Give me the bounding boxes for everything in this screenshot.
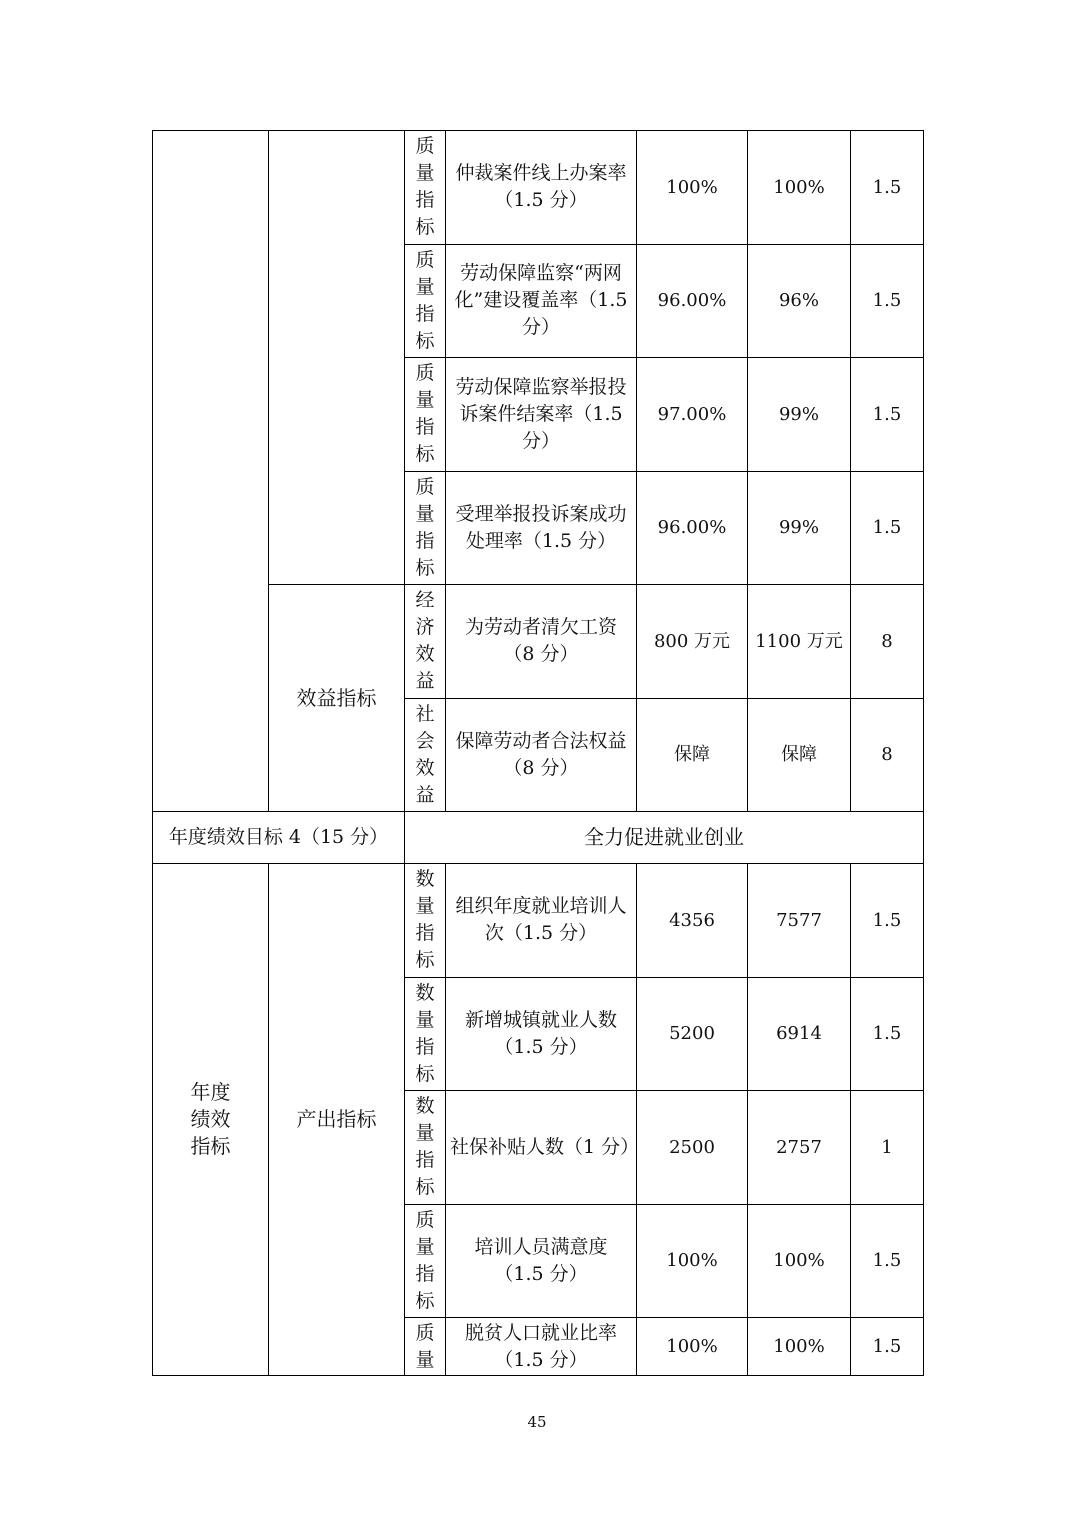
annual-indicator-label: 年度绩效指标	[153, 864, 269, 1376]
actual-value: 99%	[748, 471, 851, 585]
indicator-type: 质量指标	[405, 1204, 446, 1318]
actual-value: 99%	[748, 358, 851, 472]
score-value: 1.5	[851, 864, 924, 978]
actual-value: 96%	[748, 244, 851, 358]
score-value: 8	[851, 698, 924, 812]
indicator-type: 质量指标	[405, 244, 446, 358]
category-cell-empty	[153, 131, 269, 812]
indicator-name: 保障劳动者合法权益（8 分）	[446, 698, 637, 812]
actual-value: 保障	[748, 698, 851, 812]
indicator-name: 劳动保障监察“两网化”建设覆盖率（1.5 分）	[446, 244, 637, 358]
target-value: 96.00%	[637, 471, 748, 585]
indicator-name: 受理举报投诉案成功处理率（1.5 分）	[446, 471, 637, 585]
score-value: 8	[851, 585, 924, 699]
goal-label: 年度绩效目标 4（15 分）	[153, 812, 405, 864]
indicator-type: 经济效益	[405, 585, 446, 699]
target-value: 2500	[637, 1091, 748, 1205]
score-value: 1.5	[851, 244, 924, 358]
indicator-name: 劳动保障监察举报投诉案件结案率（1.5 分）	[446, 358, 637, 472]
actual-value: 100%	[748, 1318, 851, 1376]
target-value: 100%	[637, 131, 748, 245]
indicator-name: 新增城镇就业人数（1.5 分）	[446, 977, 637, 1091]
actual-value: 1100 万元	[748, 585, 851, 699]
table-row	[153, 585, 924, 699]
score-value: 1.5	[851, 358, 924, 472]
indicator-type: 质量指标	[405, 131, 446, 245]
actual-value: 6914	[748, 977, 851, 1091]
indicator-name: 脱贫人口就业比率（1.5 分）	[446, 1318, 637, 1376]
score-value: 1.5	[851, 471, 924, 585]
score-value: 1	[851, 1091, 924, 1205]
target-value: 4356	[637, 864, 748, 978]
indicator-name: 培训人员满意度（1.5 分）	[446, 1204, 637, 1318]
indicator-type: 质量	[405, 1318, 446, 1376]
indicator-type: 数量指标	[405, 1091, 446, 1205]
score-value: 1.5	[851, 1318, 924, 1376]
target-value: 100%	[637, 1318, 748, 1376]
indicator-name: 社保补贴人数（1 分）	[446, 1091, 637, 1205]
indicator-type: 质量指标	[405, 471, 446, 585]
subcategory-cell-empty	[269, 131, 405, 585]
indicator-type: 社会效益	[405, 698, 446, 812]
actual-value: 100%	[748, 131, 851, 245]
target-value: 97.00%	[637, 358, 748, 472]
indicator-type: 质量指标	[405, 358, 446, 472]
performance-table	[152, 130, 924, 1376]
indicator-type: 数量指标	[405, 864, 446, 978]
indicator-name: 仲裁案件线上办案率（1.5 分）	[446, 131, 637, 245]
score-value: 1.5	[851, 977, 924, 1091]
table-row	[153, 131, 924, 245]
target-value: 5200	[637, 977, 748, 1091]
goal-text: 全力促进就业创业	[405, 812, 924, 864]
table-row	[153, 864, 924, 978]
actual-value: 100%	[748, 1204, 851, 1318]
actual-value: 7577	[748, 864, 851, 978]
indicator-type: 数量指标	[405, 977, 446, 1091]
indicator-name: 组织年度就业培训人次（1.5 分）	[446, 864, 637, 978]
goal-row	[153, 812, 924, 864]
effect-indicator-label: 效益指标	[269, 585, 405, 812]
score-value: 1.5	[851, 1204, 924, 1318]
target-value: 100%	[637, 1204, 748, 1318]
output-indicator-label: 产出指标	[269, 864, 405, 1376]
target-value: 保障	[637, 698, 748, 812]
page-number: 45	[527, 1413, 547, 1431]
target-value: 96.00%	[637, 244, 748, 358]
actual-value: 2757	[748, 1091, 851, 1205]
target-value: 800 万元	[637, 585, 748, 699]
indicator-name: 为劳动者清欠工资（8 分）	[446, 585, 637, 699]
score-value: 1.5	[851, 131, 924, 245]
